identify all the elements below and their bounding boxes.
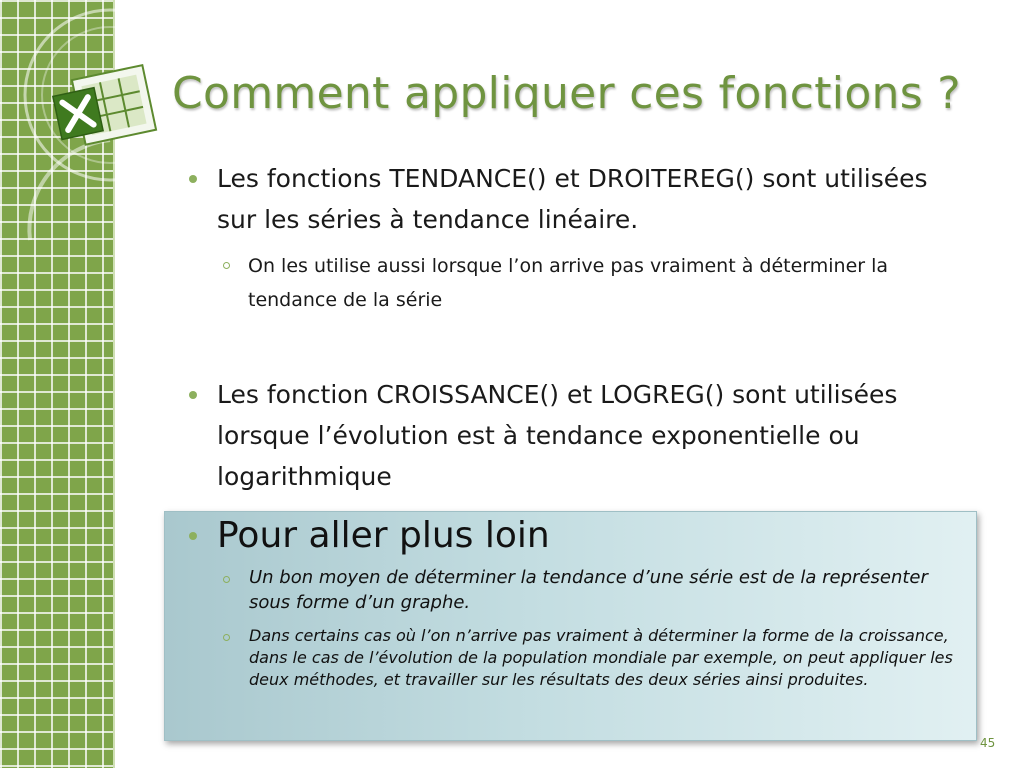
- highlight-item: Dans certains cas où l’on n’arrive pas vraiment à déterminer la forme de la croissance, dans le cas de l’évolution de la population mondiale par exemple, on peut appliquer les deux méthodes, et travailler sur les résultats des deux séries ainsi produites.: [249, 626, 953, 689]
- bullet-text: Les fonctions TENDANCE() et DROITEREG() sont utilisées sur les séries à tendance linéaire.: [217, 164, 928, 234]
- sub-bullet-ring: [223, 634, 230, 641]
- highlight-heading: Pour aller plus loin: [217, 515, 550, 556]
- bullet-dot: [189, 532, 197, 540]
- bullet-text: Les fonction CROISSANCE() et LOGREG() sont utilisées lorsque l’évolution est à tendance exponentielle ou logarithmique: [217, 380, 898, 491]
- excel-logo-icon: [48, 56, 160, 156]
- slide-title: Comment appliquer ces fonctions ?: [172, 68, 961, 119]
- bullet-dot: [189, 391, 197, 399]
- bullet-dot: [189, 175, 197, 183]
- sub-bullet-text: On les utilise aussi lorsque l’on arrive pas vraiment à déterminer la tendance de la série: [248, 255, 889, 311]
- decorative-arcs: [0, 0, 240, 330]
- highlight-item: Un bon moyen de déterminer la tendance d’une série est de la représenter sous forme d’un graphe.: [249, 567, 928, 613]
- sub-bullet-ring: [223, 576, 230, 583]
- sub-bullet-ring: [223, 262, 230, 269]
- page-number: 45: [980, 736, 996, 750]
